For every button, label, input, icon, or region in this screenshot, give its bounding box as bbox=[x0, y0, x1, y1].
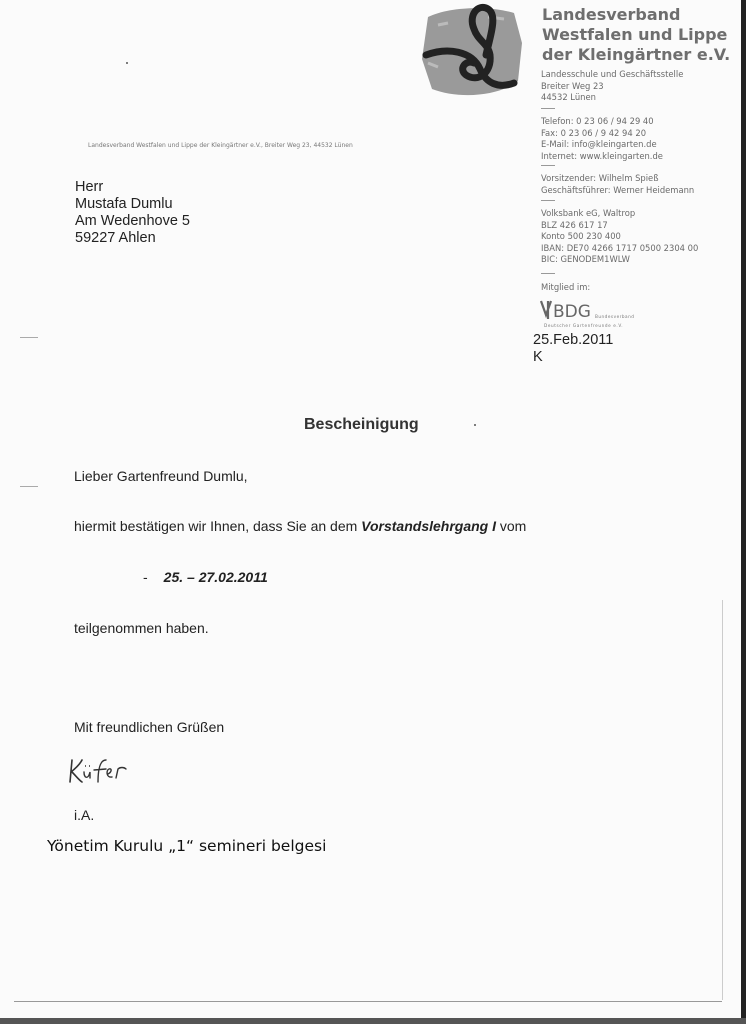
letterhead-contact bbox=[541, 116, 663, 162]
return-address: Landesverband Westfalen und Lippe der Kleingärtner e.V., Breiter Weg 23, 44532 Lünen bbox=[88, 142, 353, 149]
dash: - bbox=[143, 569, 148, 585]
address-line: 44532 Lünen bbox=[541, 92, 596, 103]
speck bbox=[126, 62, 128, 64]
fold-mark bbox=[20, 486, 38, 487]
divider bbox=[541, 165, 555, 166]
recipient-city: 59227 Ahlen bbox=[75, 230, 156, 246]
letterhead-address bbox=[541, 69, 683, 104]
member-label: Mitglied im: bbox=[541, 282, 591, 292]
phone-text: Telefon: 0 23 06 / 94 29 40 bbox=[541, 116, 654, 126]
scan-edge-bottom bbox=[0, 1018, 746, 1024]
email-text: E-Mail: info@kleingarten.de bbox=[541, 139, 657, 150]
divider bbox=[541, 273, 555, 274]
chairman-text: Vorsitzender: Wilhelm Spieß bbox=[541, 173, 659, 183]
bank-text: BLZ 426 617 17 bbox=[541, 219, 608, 230]
scan-edge-right bbox=[741, 0, 746, 1024]
bdg-logo bbox=[539, 297, 659, 331]
course-name: Vorstandslehrgang I bbox=[361, 518, 496, 534]
bank-text: BIC: GENODEM1WLW bbox=[541, 254, 630, 265]
address-line: Landesschule und Geschäftsstelle bbox=[541, 69, 684, 79]
confirmation-vom: vom bbox=[499, 518, 527, 534]
fax-text: Fax: 0 23 06 / 9 42 94 20 bbox=[541, 127, 647, 138]
closing: Mit freundlichen Grüßen bbox=[74, 719, 225, 735]
participation-text: teilgenommen haben. bbox=[74, 620, 209, 636]
bank-text: IBAN: DE70 4266 1717 0500 2304 00 bbox=[541, 242, 699, 253]
letter-date-block bbox=[533, 332, 613, 366]
page-bottom-line bbox=[14, 1001, 722, 1002]
caption: Yönetim Kurulu „1“ semineri belgesi bbox=[47, 837, 327, 855]
confirmation-sentence bbox=[74, 518, 526, 534]
organization-logo bbox=[418, 3, 526, 101]
letter-date: 25.Feb.2011 bbox=[533, 332, 614, 348]
bank-text: Konto 500 230 400 bbox=[541, 231, 621, 242]
address-line: Breiter Weg 23 bbox=[541, 80, 604, 91]
on-behalf-mark: i.A. bbox=[74, 807, 95, 823]
course-dates: 25. – 27.02.2011 bbox=[163, 569, 268, 585]
recipient-address bbox=[75, 179, 190, 247]
org-name-line3: der Kleingärtner e.V. bbox=[542, 45, 731, 64]
bdg-logo-sub1: Bundesverband bbox=[595, 314, 635, 319]
handwritten-signature bbox=[66, 752, 136, 790]
divider bbox=[541, 108, 555, 109]
website-text: Internet: www.kleingarten.de bbox=[541, 150, 663, 161]
letterhead-officers bbox=[541, 173, 694, 196]
salutation: Lieber Gartenfreund Dumlu, bbox=[74, 468, 248, 484]
organization-name bbox=[542, 5, 742, 65]
page-edge-shadow bbox=[722, 600, 723, 1000]
bank-text: Volksbank eG, Waltrop bbox=[541, 208, 636, 218]
recipient-street: Am Wedenhove 5 bbox=[75, 213, 190, 229]
letterhead-bank bbox=[541, 208, 698, 266]
confirmation-text: hiermit bestätigen wir Ihnen, dass Sie an dem bbox=[74, 518, 358, 534]
fold-mark bbox=[20, 337, 38, 338]
bdg-logo-sub2: Deutscher Gartenfreunde e.V. bbox=[544, 323, 624, 328]
divider bbox=[541, 200, 555, 201]
recipient-name: Mustafa Dumlu bbox=[75, 196, 173, 212]
manager-text: Geschäftsführer: Werner Heidemann bbox=[541, 184, 695, 195]
bdg-logo-text: BDG bbox=[553, 302, 591, 322]
course-dates-line bbox=[143, 569, 268, 585]
speck bbox=[474, 424, 476, 426]
document-title: Bescheinigung bbox=[304, 416, 419, 433]
org-name-line2: Westfalen und Lippe bbox=[542, 25, 728, 44]
reference-mark: K bbox=[533, 349, 543, 365]
recipient-salutation: Herr bbox=[75, 179, 104, 195]
org-name-line1: Landesverband bbox=[542, 5, 681, 24]
